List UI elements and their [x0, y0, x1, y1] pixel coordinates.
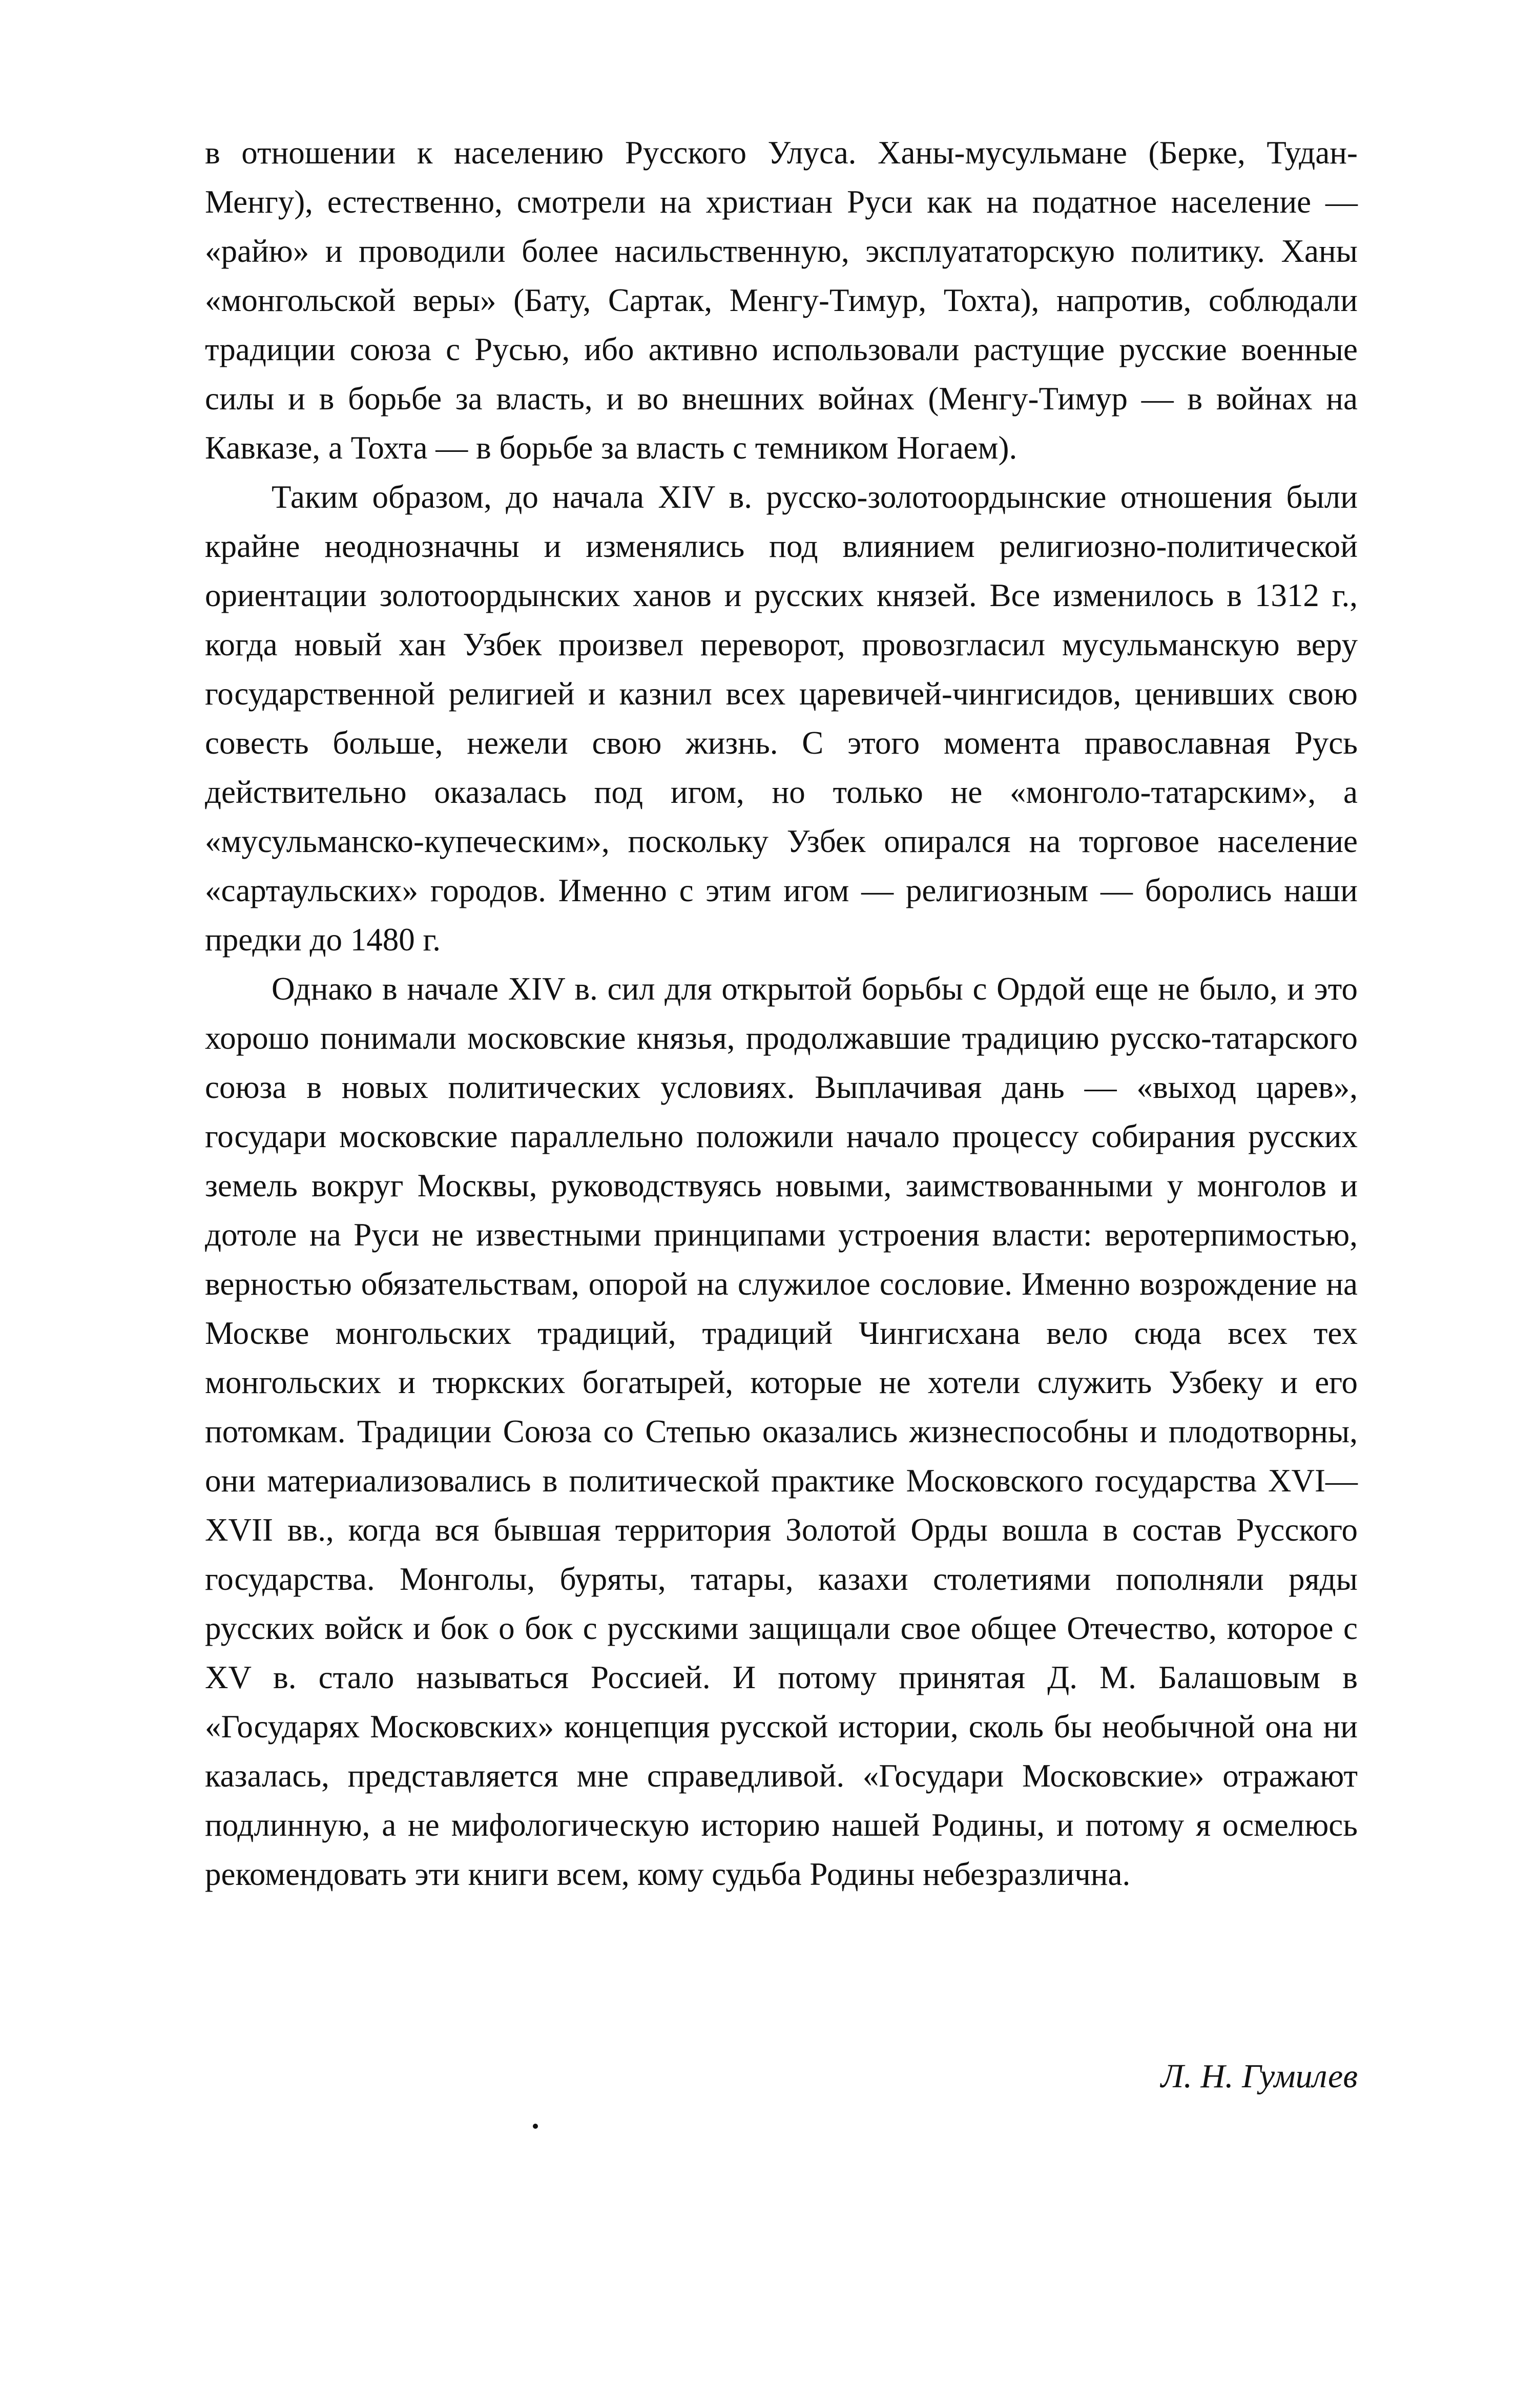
page-body [205, 128, 1358, 1899]
author-signature: Л. Н. Гумилев [1160, 2058, 1358, 2095]
paragraph-golden-horde-relations: Таким образом, до начала XIV в. русско-золотоордынские отношения были крайне неоднозначны и изменялись под влиянием религиозно-политической ориентации золотоордынских ханов и русских князей. Все изменилось в 1312 г., когда новый хан Узбек произвел переворот, провозгласил мусульманскую веру государственной религией и казнил всех царевичей-чингисидов, ценивших свою совесть больше, нежели свою жизнь. С этого момента православная Русь действительно оказалась под игом, но только не «монголо-татарским», а «мусульманско-купеческим», поскольку Узбек опирался на торговое население «сартаульских» городов. Именно с этим игом — религиозным — боролись наши предки до 1480 г. [205, 479, 1358, 958]
print-speck [533, 2124, 538, 2129]
paragraph-moscow-princes: Однако в начале XIV в. сил для открытой борьбы с Ордой еще не было, и это хорошо понимали московские князья, продолжавшие традицию русско-татарского союза в новых политических условиях. Выплачивая дань — «выход царев», государи московские параллельно положили начало процессу собирания русских земель вокруг Москвы, руководствуясь новыми, заимствованными у монголов и дотоле на Руси не известными принципами устроения власти: веротерпимостью, верностью обязательствам, опорой на служилое сословие. Именно возрождение на Москве монгольских традиций, традиций Чингисхана вело сюда всех тех монгольских и тюркских богатырей, которые не хотели служить Узбеку и его потомкам. Традиции Союза со Степью оказались жизнеспособны и плодотворны, они материализовались в политической практике Московского государства XVI—XVII вв., когда вся бывшая территория Золотой Орды вошла в состав Русского государства. Монголы, буряты, татары, казахи столетиями пополняли ряды русских войск и бок о бок с русскими защищали свое общее Отечество, которое с XV в. стало называться Россией. И потому принятая Д. М. Балашовым в «Государях Московских» концепция русской истории, сколь бы необычной она ни казалась, представляется мне справедливой. «Государи Московские» отражают подлинную, а не мифологическую историю нашей Родины, и потому я осмелюсь рекомендовать эти книги всем, кому судьба Родины небезразлична. [205, 971, 1358, 1892]
paragraph-continuation: в отношении к населению Русского Улуса. Ханы-мусульмане (Берке, Тудан-Менгу), естественно, смотрели на христиан Руси как на податное население — «райю» и проводили более насильственную, эксплуататорскую политику. Ханы «монгольской веры» (Бату, Сартак, Менгу-Тимур, Тохта), напротив, соблюдали традиции союза с Русью, ибо активно использовали растущие русские военные силы и в борьбе за власть, и во внешних войнах (Менгу-Тимур — в войнах на Кавказе, а Тохта — в борьбе за власть с темником Ногаем). [205, 135, 1358, 466]
